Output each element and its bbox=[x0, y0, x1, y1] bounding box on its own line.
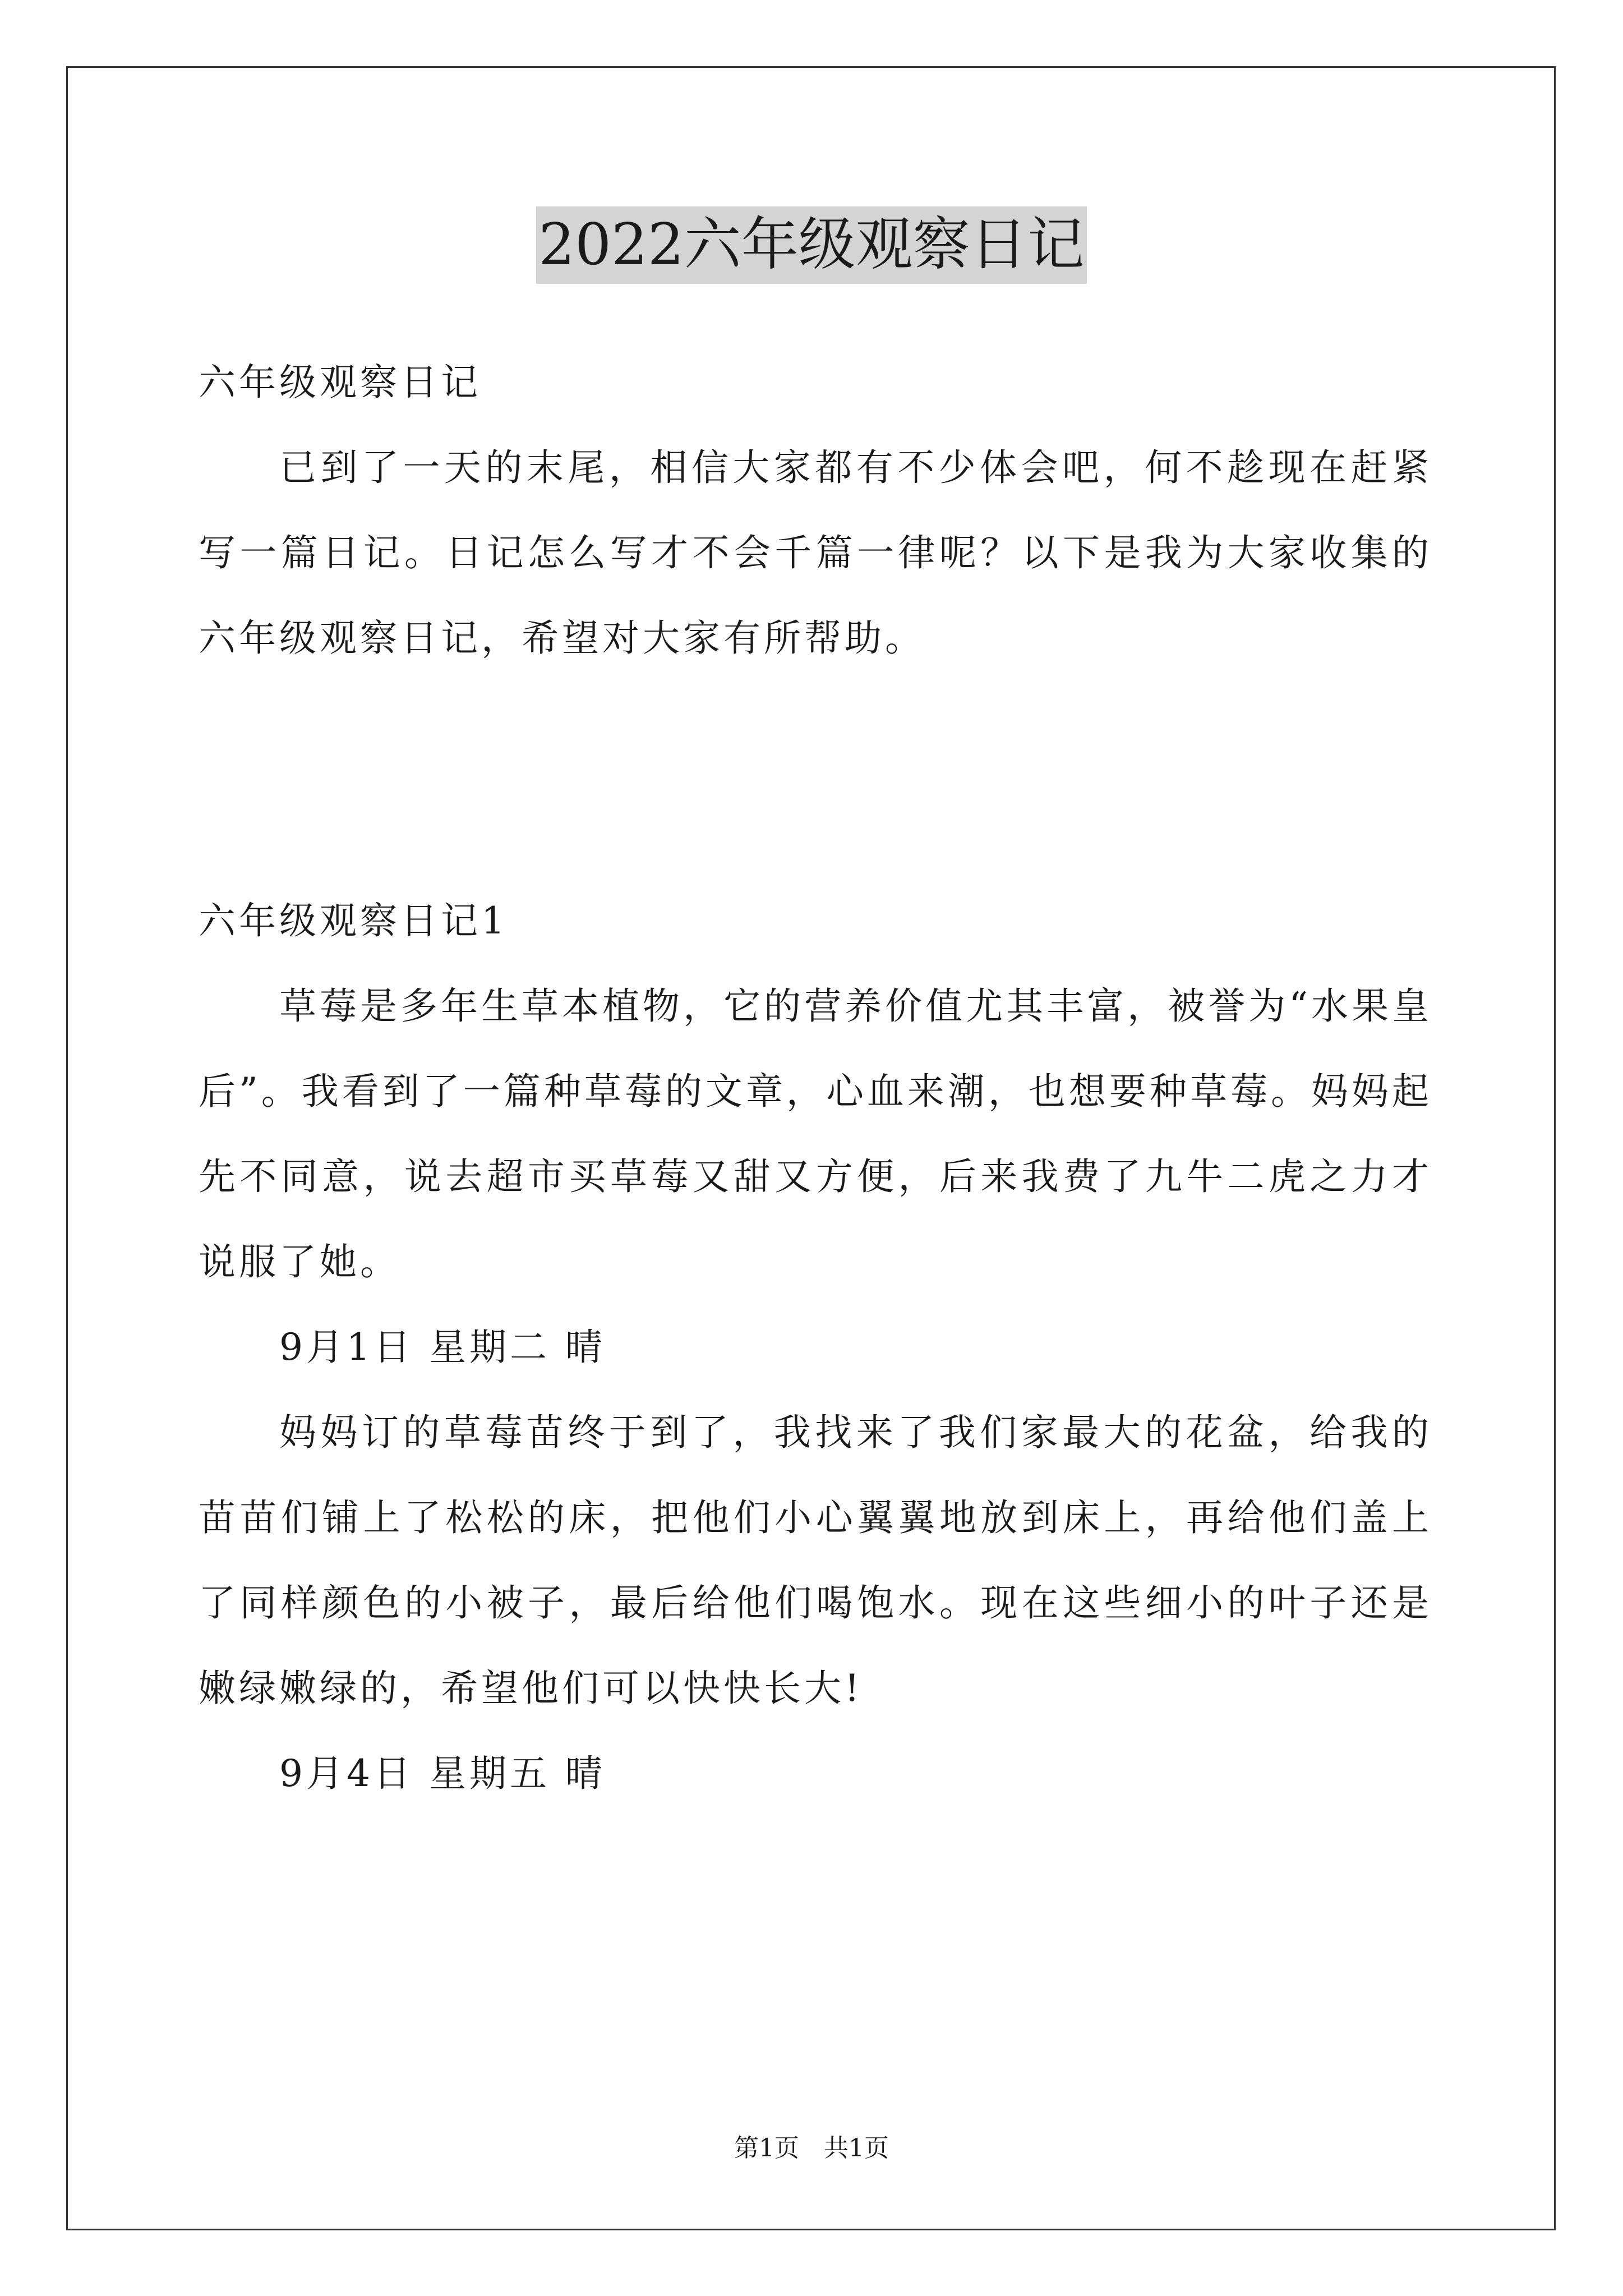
page-footer: 第1页 共1页 bbox=[734, 2134, 889, 2162]
intro-heading: 六年级观察日记 bbox=[199, 361, 481, 404]
diary-date-2: 9月4日 星期五 晴 bbox=[279, 1752, 606, 1795]
section-heading-1: 六年级观察日记1 bbox=[199, 899, 508, 942]
title-container bbox=[0, 206, 1623, 284]
diary-entry-1: 妈妈订的草莓苗终于到了，我找来了我们家最大的花盆，给我的苗苗们铺上了松松的床，把他们小心翼翼地放到床上，再给他们盖上了同样颜色的小被子，最后给他们喝饱水。现在这些细小的叶子还是嫩绿嫩绿的，希望他们可以快快长大! bbox=[199, 1411, 1432, 1710]
intro-paragraph: 已到了一天的末尾，相信大家都有不少体会吧，何不趁现在赶紧写一篇日记。日记怎么写才不会千篇一律呢？以下是我为大家收集的六年级观察日记，希望对大家有所帮助。 bbox=[199, 446, 1432, 660]
section-1-paragraph: 草莓是多年生草本植物，它的营养价值尤其丰富，被誉为“水果皇后”。我看到了一篇种草莓的文章，心血来潮，也想要种草莓。妈妈起先不同意，说去超市买草莓又甜又方便，后来我费了九牛二虎之力才说服了她。 bbox=[199, 984, 1432, 1283]
diary-date-1: 9月1日 星期二 晴 bbox=[279, 1326, 606, 1369]
document-title: 2022六年级观察日记 bbox=[536, 206, 1087, 284]
